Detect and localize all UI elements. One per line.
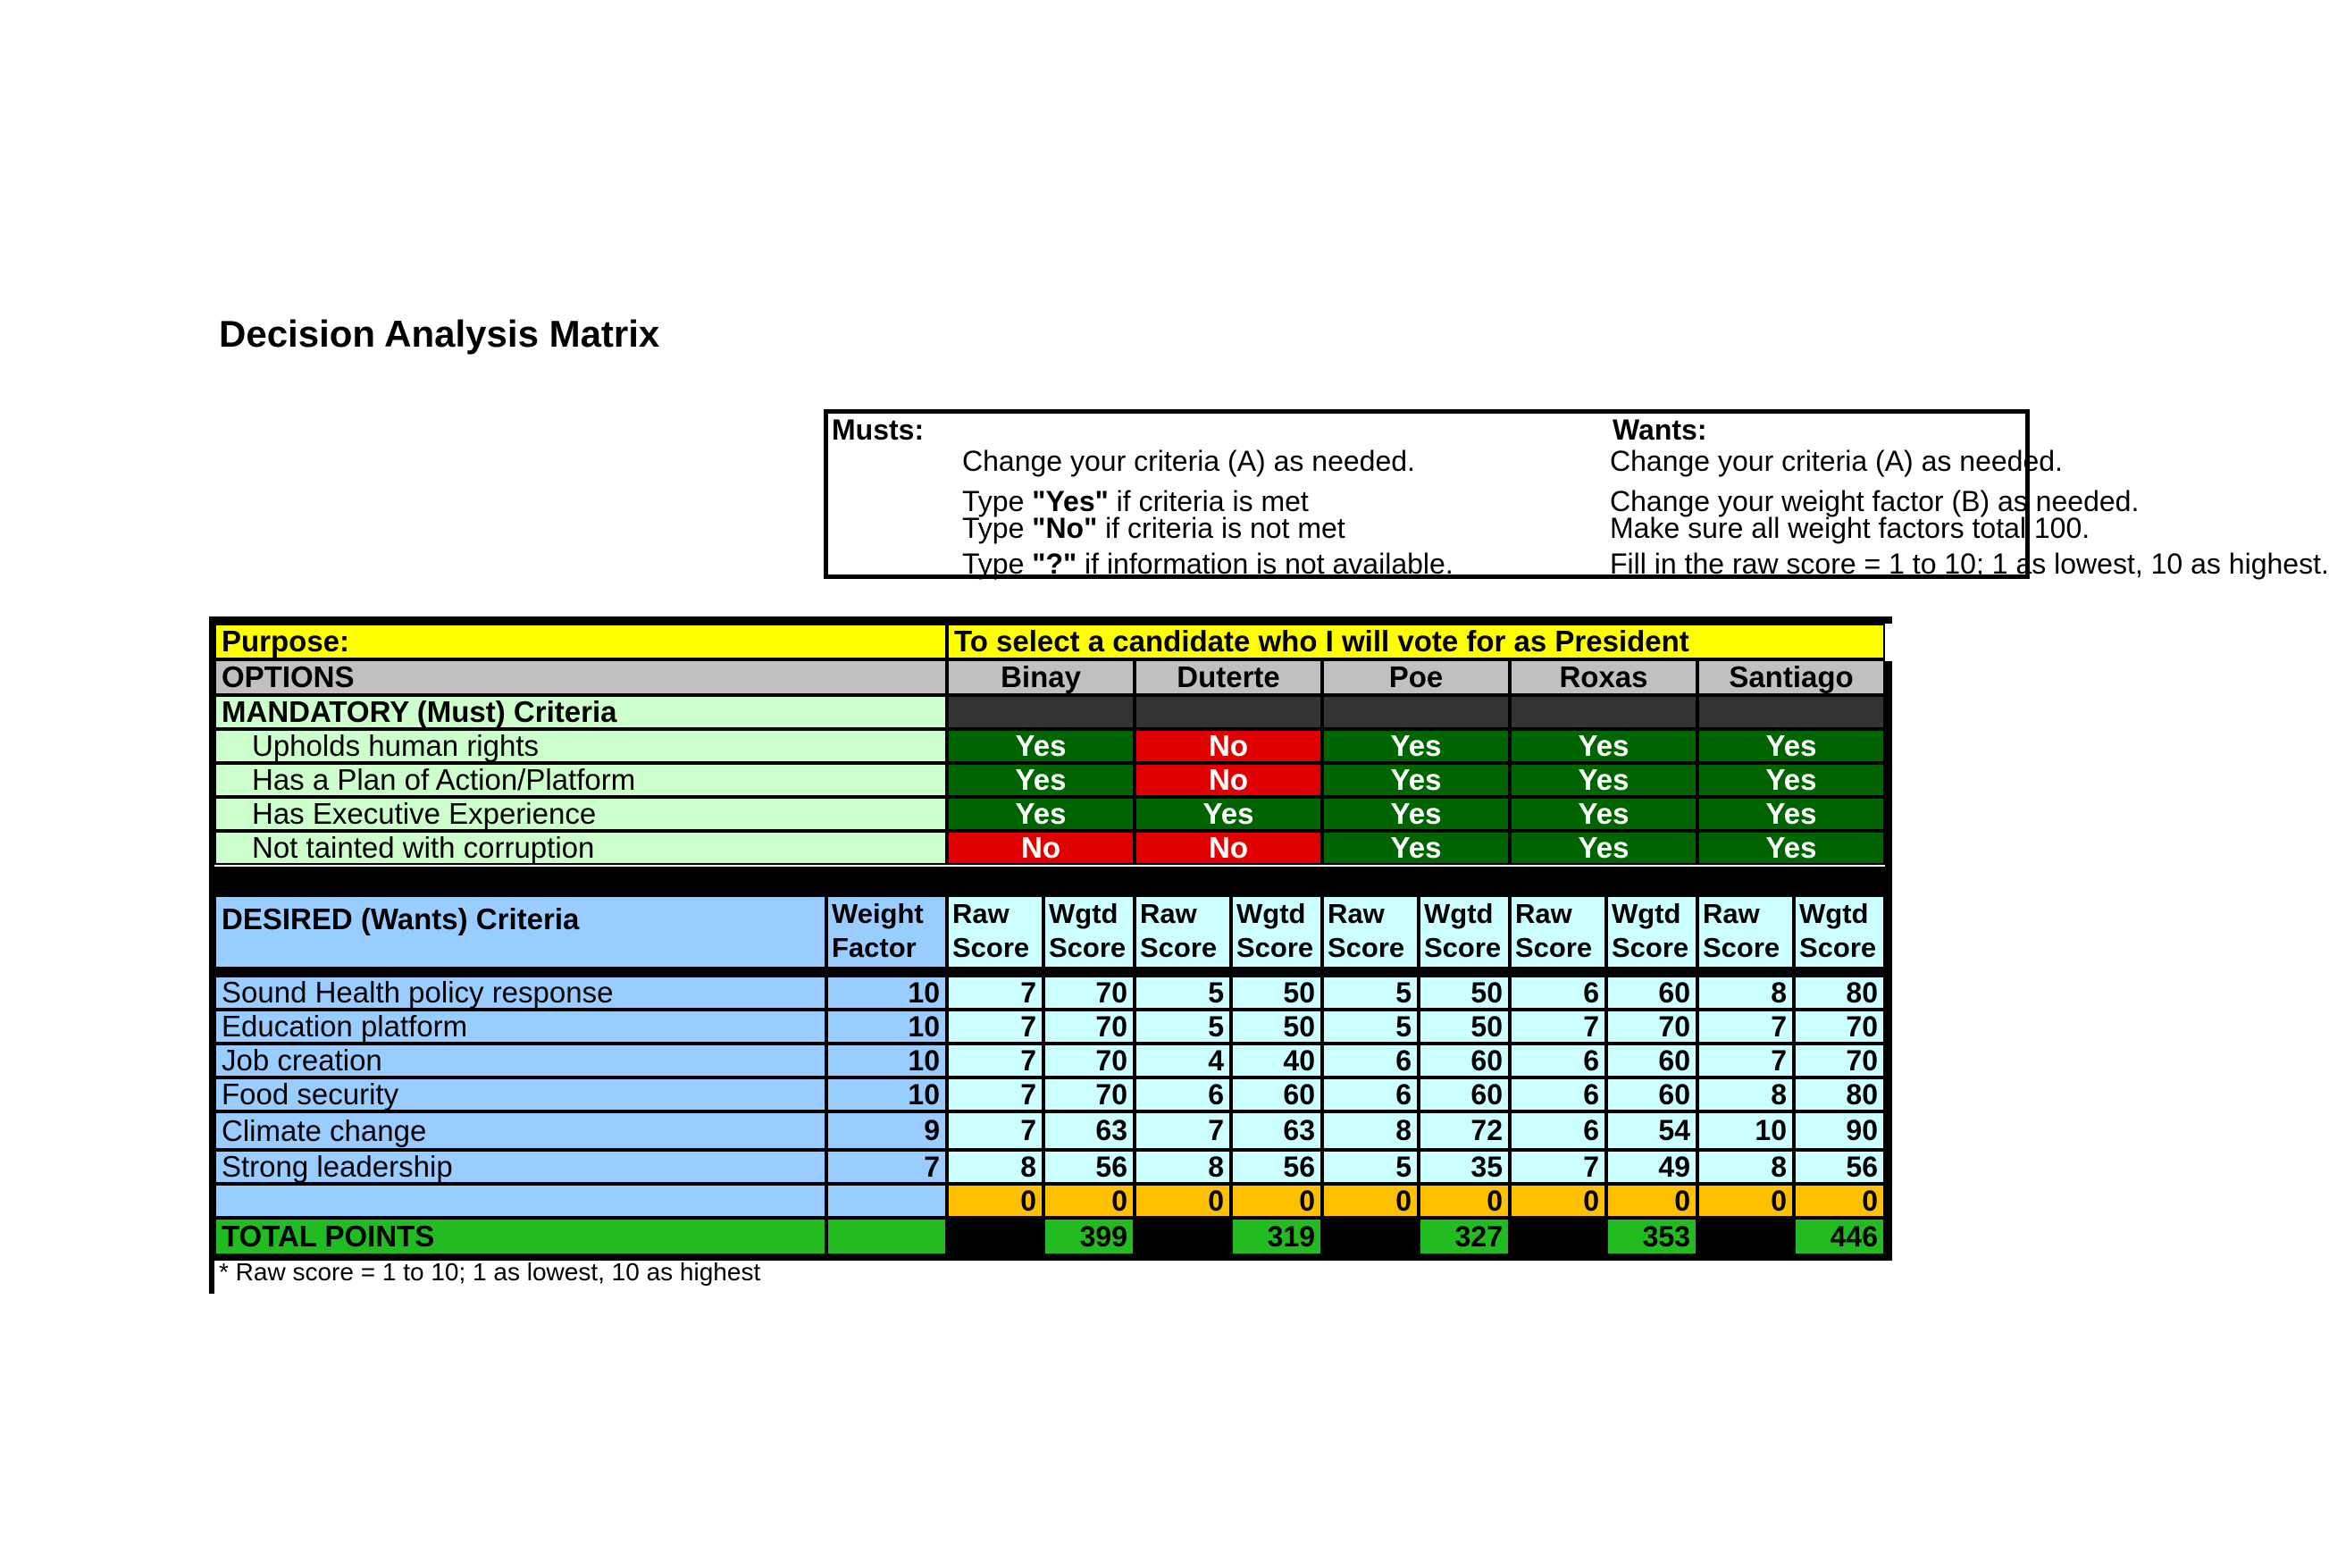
candidate-header: Santiago [1697,659,1885,695]
must-yes-cell: Yes [1510,729,1697,763]
mandatory-criterion: Has a Plan of Action/Platform [214,763,947,797]
raw-score-value: 7 [947,1111,1043,1150]
desired-criterion: Sound Health policy response [214,976,826,1010]
raw-score-header: Raw Score [947,895,1043,968]
candidate-header: Poe [1322,659,1510,695]
raw-score-value: 7 [1697,1044,1794,1077]
wants-line-total: Make sure all weight factors total 100. [1610,512,2090,544]
must-yes-cell: Yes [1322,831,1510,865]
weighted-score-value: 60 [1231,1077,1322,1111]
must-yes-cell: Yes [1322,763,1510,797]
musts-line-no: Type "No" if criteria is not met [962,512,1345,544]
total-points-value: 319 [1231,1218,1322,1255]
weight-factor-value: 7 [826,1150,947,1184]
weighted-score-value: 56 [1794,1150,1885,1184]
raw-score-value: 7 [947,1044,1043,1077]
weighted-score-value: 70 [1794,1044,1885,1077]
desired-criterion: Job creation [214,1044,826,1077]
raw-score-value: 7 [947,976,1043,1010]
weighted-score-value: 80 [1794,976,1885,1010]
raw-score-value: 10 [1697,1111,1794,1150]
total-spacer-cell [1135,1218,1231,1255]
mandatory-criterion: Has Executive Experience [214,797,947,831]
mandatory-header-spacer [1322,695,1510,729]
must-no-cell: No [947,831,1135,865]
weighted-score-value: 70 [1043,976,1135,1010]
instructions-box [824,409,2329,580]
weighted-score-value: 72 [1419,1111,1510,1150]
weighted-score-value: 56 [1043,1150,1135,1184]
total-weight-cell [826,1218,947,1255]
weighted-score-value: 0 [1231,1184,1322,1218]
weighted-score-value: 60 [1606,1044,1697,1077]
raw-score-value: 7 [1510,1010,1606,1044]
total-spacer-cell [947,1218,1043,1255]
weighted-score-value: 40 [1231,1044,1322,1077]
options-label: OPTIONS [214,659,947,695]
desired-header-divider [214,968,1885,976]
desired-criterion: Food security [214,1077,826,1111]
page-title: Decision Analysis Matrix [219,313,660,355]
raw-score-value: 8 [1697,1077,1794,1111]
weighted-score-value: 35 [1419,1150,1510,1184]
must-no-cell: No [1135,729,1322,763]
candidate-header: Duterte [1135,659,1322,695]
weight-factor-value: 9 [826,1111,947,1150]
wants-line-criteria: Change your criteria (A) as needed. [1610,445,2063,477]
mandatory-header: MANDATORY (Must) Criteria [214,695,947,729]
raw-score-value: 0 [1697,1184,1794,1218]
weighted-score-value: 50 [1419,976,1510,1010]
weighted-score-value: 90 [1794,1111,1885,1150]
weighted-score-value: 0 [1794,1184,1885,1218]
musts-heading: Musts: [832,414,925,446]
desired-criterion [214,1184,826,1218]
mandatory-header-spacer [947,695,1135,729]
mandatory-header-spacer [1135,695,1322,729]
weighted-score-value: 70 [1043,1010,1135,1044]
purpose-text: To select a candidate who I will vote for as President [947,624,1885,659]
mandatory-criterion: Not tainted with corruption [214,831,947,865]
raw-score-value: 7 [947,1010,1043,1044]
musts-line-unknown: Type "?" if information is not available. [962,548,1454,580]
mandatory-header-spacer [1510,695,1697,729]
weighted-score-header: Wgtd Score [1231,895,1322,968]
total-spacer-cell [1510,1218,1606,1255]
weighted-score-value: 70 [1043,1044,1135,1077]
total-points-label: TOTAL POINTS [214,1218,826,1255]
raw-score-value: 7 [1510,1150,1606,1184]
must-no-cell: No [1135,831,1322,865]
raw-score-value: 7 [1697,1010,1794,1044]
candidate-header: Binay [947,659,1135,695]
raw-score-value: 5 [1322,1150,1419,1184]
raw-score-value: 8 [1322,1111,1419,1150]
wants-heading: Wants: [1613,414,1707,446]
mandatory-criterion: Upholds human rights [214,729,947,763]
raw-score-value: 7 [1135,1111,1231,1150]
raw-score-value: 8 [1697,1150,1794,1184]
desired-criterion: Strong leadership [214,1150,826,1184]
must-yes-cell: Yes [1510,831,1697,865]
raw-score-value: 6 [1510,1044,1606,1077]
weighted-score-value: 63 [1231,1111,1322,1150]
raw-score-header: Raw Score [1322,895,1419,968]
candidate-header: Roxas [1510,659,1697,695]
weight-factor-header: Weight Factor [826,895,947,968]
total-points-value: 327 [1419,1218,1510,1255]
must-yes-cell: Yes [1510,763,1697,797]
must-yes-cell: Yes [1135,797,1322,831]
raw-score-header: Raw Score [1510,895,1606,968]
musts-line-yes: Type "Yes" if criteria is met [962,485,1309,517]
weighted-score-value: 63 [1043,1111,1135,1150]
desired-criterion: Climate change [214,1111,826,1150]
total-points-value: 399 [1043,1218,1135,1255]
weighted-score-value: 60 [1606,976,1697,1010]
desired-header: DESIRED (Wants) Criteria [214,895,826,968]
weighted-score-value: 50 [1231,976,1322,1010]
wants-line-rawscore: Fill in the raw score = 1 to 10; 1 as lowest, 10 as highest. [1610,548,2329,580]
weight-factor-value [826,1184,947,1218]
weighted-score-header: Wgtd Score [1794,895,1885,968]
weighted-score-value: 70 [1043,1077,1135,1111]
total-spacer-cell [1322,1218,1419,1255]
total-spacer-cell [1697,1218,1794,1255]
weighted-score-value: 50 [1231,1010,1322,1044]
must-yes-cell: Yes [947,763,1135,797]
weighted-score-value: 56 [1231,1150,1322,1184]
raw-score-value: 6 [1510,976,1606,1010]
total-points-value: 446 [1794,1218,1885,1255]
raw-score-value: 0 [1135,1184,1231,1218]
raw-score-value: 5 [1322,1010,1419,1044]
weight-factor-value: 10 [826,1044,947,1077]
must-yes-cell: Yes [1322,729,1510,763]
weighted-score-value: 0 [1606,1184,1697,1218]
table-top-border [209,616,1892,624]
must-yes-cell: Yes [1322,797,1510,831]
weighted-score-header: Wgtd Score [1419,895,1510,968]
raw-score-value: 0 [1322,1184,1419,1218]
weight-factor-value: 10 [826,1077,947,1111]
weighted-score-header: Wgtd Score [1606,895,1697,968]
raw-score-value: 5 [1322,976,1419,1010]
raw-score-value: 6 [1510,1111,1606,1150]
must-yes-cell: Yes [1697,763,1885,797]
must-yes-cell: Yes [1697,729,1885,763]
raw-score-value: 6 [1322,1044,1419,1077]
raw-score-value: 8 [1697,976,1794,1010]
weighted-score-value: 49 [1606,1150,1697,1184]
desired-criterion: Education platform [214,1010,826,1044]
weighted-score-value: 60 [1419,1077,1510,1111]
footnote: * Raw score = 1 to 10; 1 as lowest, 10 as highest [219,1258,761,1286]
weighted-score-value: 60 [1606,1077,1697,1111]
section-divider [214,867,1885,895]
raw-score-value: 0 [1510,1184,1606,1218]
weighted-score-value: 0 [1043,1184,1135,1218]
must-no-cell: No [1135,763,1322,797]
musts-line-criteria: Change your criteria (A) as needed. [962,445,1415,477]
weighted-score-value: 70 [1606,1010,1697,1044]
total-points-value: 353 [1606,1218,1697,1255]
must-yes-cell: Yes [947,797,1135,831]
weighted-score-value: 60 [1419,1044,1510,1077]
must-yes-cell: Yes [947,729,1135,763]
must-yes-cell: Yes [1697,831,1885,865]
table-right-border [1885,661,1892,1260]
raw-score-value: 6 [1510,1077,1606,1111]
weighted-score-value: 50 [1419,1010,1510,1044]
raw-score-value: 8 [1135,1150,1231,1184]
wants-line-weight: Change your weight factor (B) as needed. [1610,485,2140,517]
weighted-score-value: 54 [1606,1111,1697,1150]
raw-score-value: 5 [1135,976,1231,1010]
weighted-score-header: Wgtd Score [1043,895,1135,968]
raw-score-header: Raw Score [1135,895,1231,968]
purpose-label: Purpose: [214,624,947,659]
weighted-score-value: 70 [1794,1010,1885,1044]
weighted-score-value: 0 [1419,1184,1510,1218]
raw-score-value: 8 [947,1150,1043,1184]
weight-factor-value: 10 [826,976,947,1010]
raw-score-value: 7 [947,1077,1043,1111]
raw-score-value: 5 [1135,1010,1231,1044]
raw-score-value: 6 [1322,1077,1419,1111]
weight-factor-value: 10 [826,1010,947,1044]
raw-score-value: 0 [947,1184,1043,1218]
must-yes-cell: Yes [1510,797,1697,831]
raw-score-value: 4 [1135,1044,1231,1077]
must-yes-cell: Yes [1697,797,1885,831]
weighted-score-value: 80 [1794,1077,1885,1111]
mandatory-header-spacer [1697,695,1885,729]
raw-score-header: Raw Score [1697,895,1794,968]
raw-score-value: 6 [1135,1077,1231,1111]
